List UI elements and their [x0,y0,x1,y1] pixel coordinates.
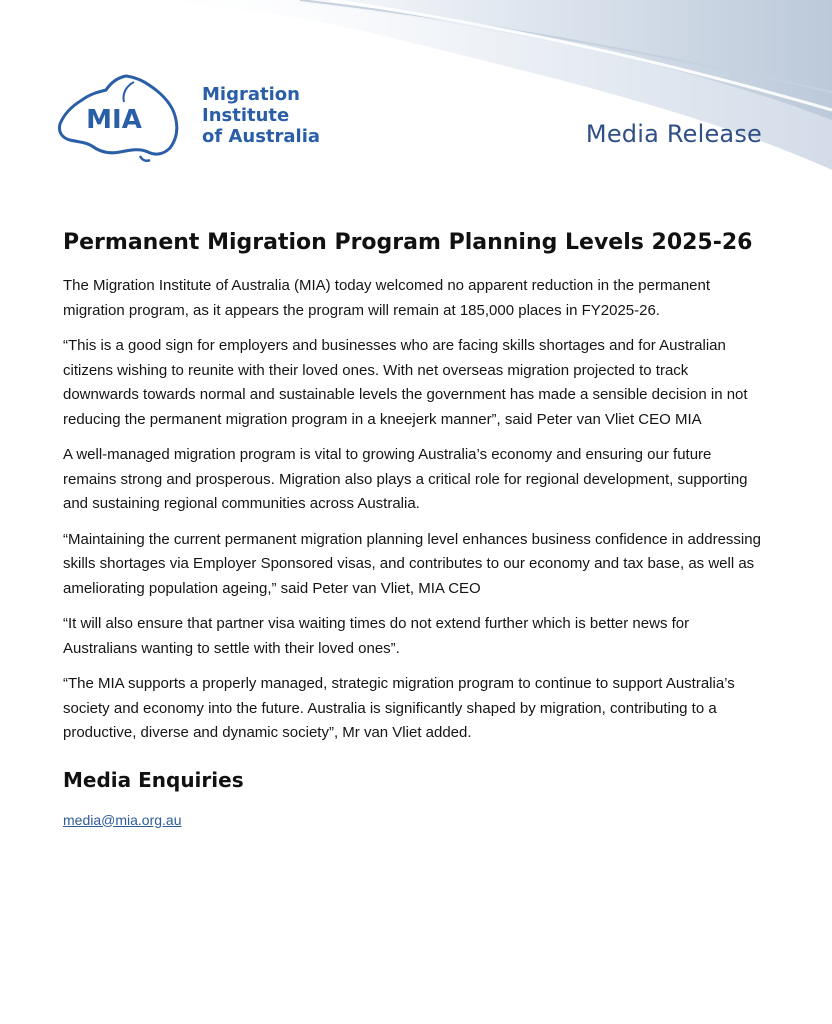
media-release-label: Media Release [585,120,762,148]
release-content [63,226,763,830]
release-paragraph-5: “It will also ensure that partner visa waiting times do not extend further which is better news for Australians wanting to settle with their loved ones”. [63,615,690,657]
logo-name-line-3: of Australia [202,126,321,147]
release-paragraph-1: The Migration Institute of Australia (MIA) today welcomed no apparent reduction in the permanent migration program, as it appears the program will remain at 185,000 places in FY2025-26. [63,277,711,319]
release-paragraph-3: A well-managed migration program is vital to growing Australia’s economy and ensuring our future remains strong and prosperous. Migration also plays a critical role for regional development, supporting and sustaining regional communities across Australia. [63,446,748,512]
release-paragraph-6: “The MIA supports a properly managed, strategic migration program to continue to support Australia’s society and economy into the future. Australia is significantly shaped by migration, contributing to a productive, diverse and dynamic society”, Mr van Vliet added. [63,675,735,741]
logo-mark-text: MIA [86,105,142,135]
media-email-link[interactable]: media@mia.org.au [63,811,182,828]
logo-name-line-1: Migration [202,84,300,105]
australia-map-icon [56,72,182,164]
media-enquiries-heading: Media Enquiries [63,767,244,792]
release-title: Permanent Migration Program Planning Levels 2025-26 [63,230,753,255]
logo-name-line-2: Institute [202,105,290,126]
release-paragraph-4: “Maintaining the current permanent migration planning level enhances business confidence in addressing skills shortages via Employer Sponsored visas, and contributes to our economy and tax base, as well as ameliorating population ageing,” said Peter van Vliet, MIA CEO [63,530,761,597]
logo-wordmark [202,84,320,147]
release-paragraph-2: “This is a good sign for employers and businesses who are facing skills shortages and for Australian citizens wishing to reunite with their loved ones. With net overseas migration projected to track downwards towards normal and sustainable levels the government has made a sensible decision in not reducing the permanent migration program in a kneejerk manner”, said Peter van Vliet CEO MIA [63,337,748,428]
mia-logo [56,72,321,168]
